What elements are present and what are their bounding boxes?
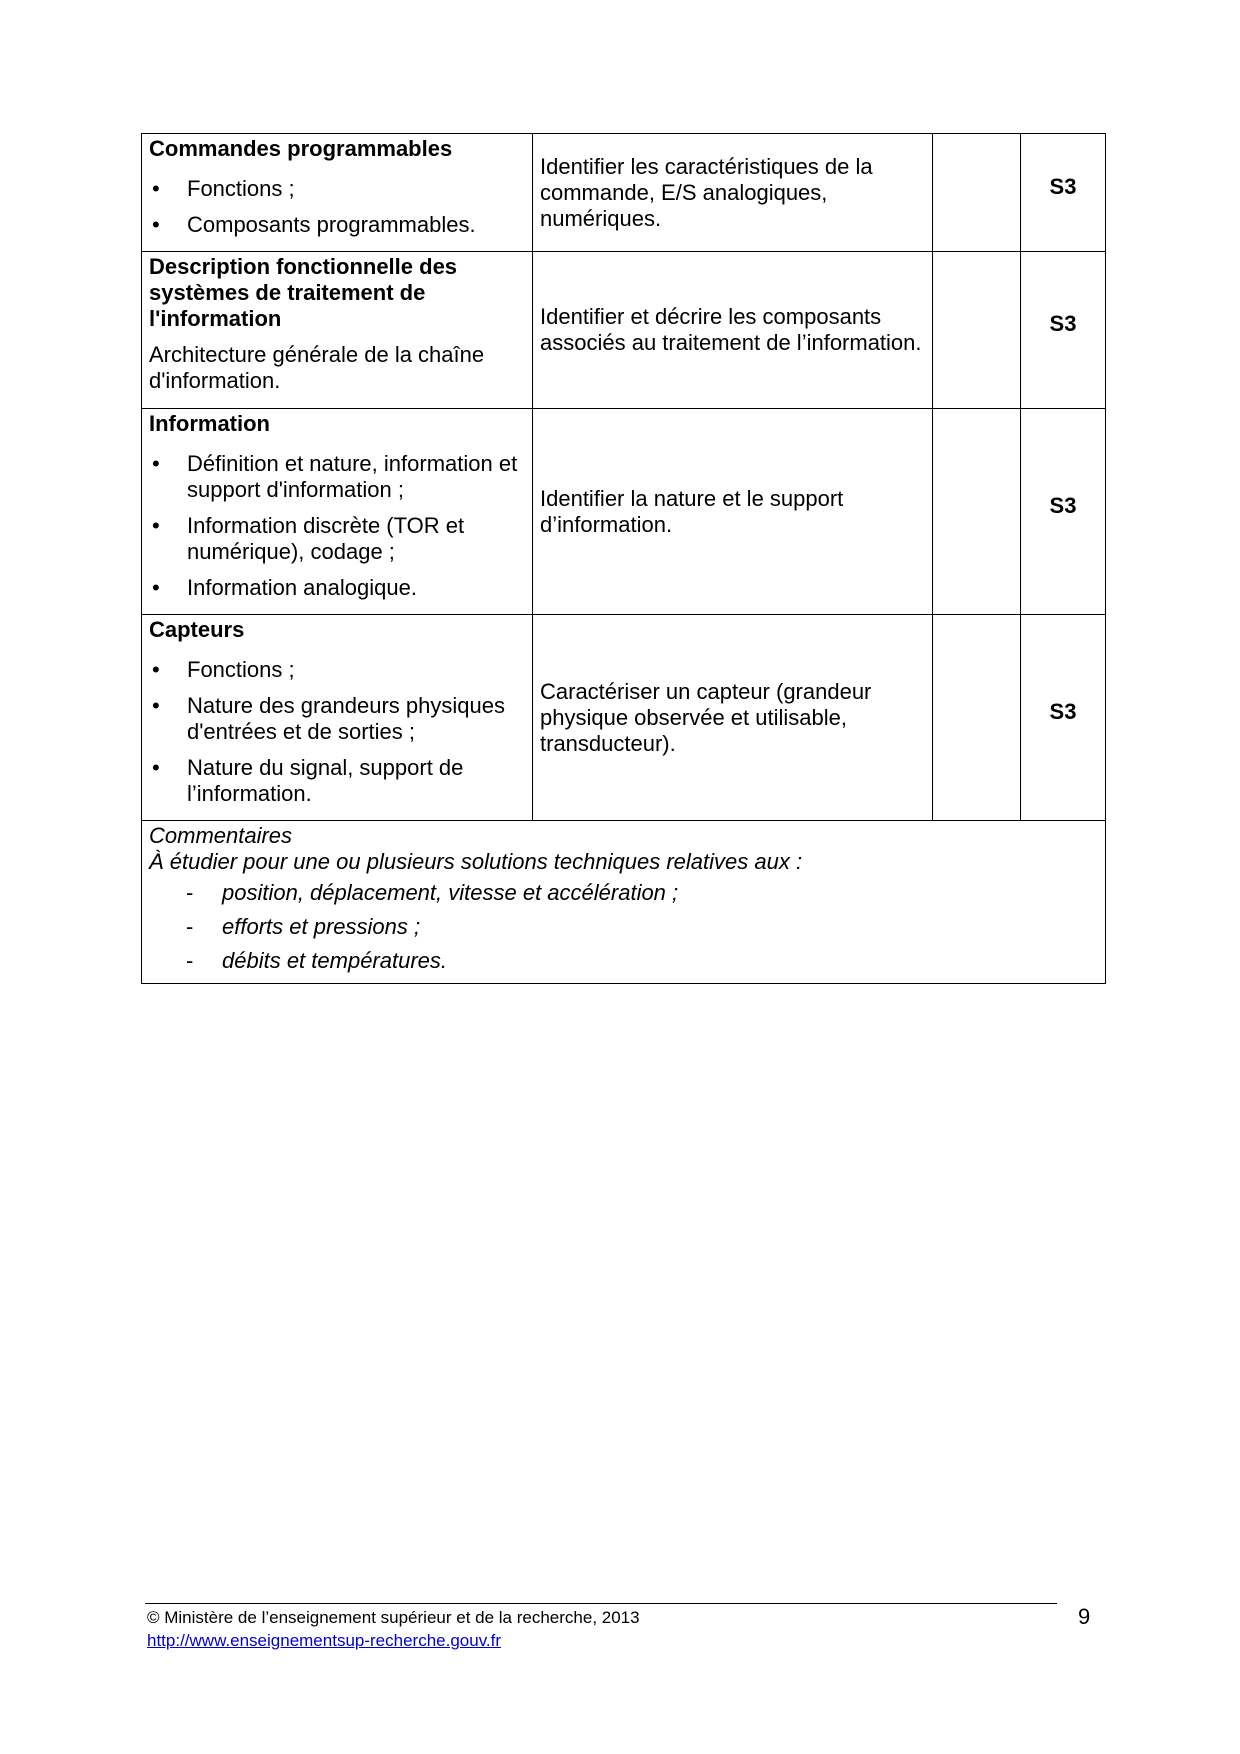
list-item: • Nature du signal, support de l’information. — [149, 755, 525, 807]
level-cell — [1021, 252, 1106, 409]
list-item: • Information analogique. — [149, 575, 525, 601]
section-title: Capteurs — [149, 617, 245, 642]
objective-cell: Identifier la nature et le support d’information. — [533, 409, 933, 615]
level-cell — [1021, 134, 1106, 252]
list-item: • Composants programmables. — [149, 212, 525, 238]
level-label: S3 — [1049, 173, 1077, 199]
objective-cell: Caractériser un capteur (grandeur physique observée et utilisable, transducteur). — [533, 615, 933, 821]
list-item: • Information discrète (TOR et numérique), codage ; — [149, 513, 525, 565]
level-label: S3 — [1049, 492, 1077, 518]
comments-heading: Commentaires — [149, 823, 293, 848]
list-item: - débits et températures. — [149, 948, 1098, 974]
knowledge-cell — [142, 134, 533, 252]
comments-intro: À étudier pour une ou plusieurs solutions techniques relatives aux : — [149, 849, 803, 874]
objective-cell: Identifier les caractéristiques de la commande, E/S analogiques, numériques. — [533, 134, 933, 252]
section-text: Architecture générale de la chaîne d'information. — [149, 342, 485, 393]
bullet-list — [149, 657, 525, 807]
section-title: Commandes programmables — [149, 136, 453, 161]
empty-cell — [933, 252, 1021, 409]
list-item: • Fonctions ; — [149, 176, 525, 202]
objective-cell: Identifier et décrire les composants associés au traitement de l’information. — [533, 252, 933, 409]
level-label: S3 — [1049, 311, 1077, 336]
comments-cell — [142, 821, 1106, 984]
table-row — [142, 134, 1106, 252]
comments-row — [142, 821, 1106, 984]
level-cell — [1021, 409, 1106, 615]
level-label: S3 — [1049, 698, 1077, 724]
table-row — [142, 409, 1106, 615]
list-item: • Définition et nature, information et support d'information ; — [149, 451, 525, 503]
empty-cell — [933, 409, 1021, 615]
footer-copyright: © Ministère de l’enseignement supérieur et de la recherche, 2013 — [147, 1608, 640, 1627]
section-title: Information — [149, 411, 270, 436]
bullet-list — [149, 451, 525, 601]
list-item: - position, déplacement, vitesse et accélération ; — [149, 880, 1098, 906]
list-item: • Nature des grandeurs physiques d'entrées et de sorties ; — [149, 693, 525, 745]
list-item: • Fonctions ; — [149, 657, 525, 683]
knowledge-cell — [142, 409, 533, 615]
comments-list — [149, 880, 1098, 974]
table-row — [142, 615, 1106, 821]
footer-divider — [145, 1603, 1057, 1604]
section-title: Description fonctionnelle des systèmes de traitement de l'information — [149, 254, 458, 331]
page-number: 9 — [1078, 1604, 1091, 1629]
footer-link[interactable]: http://www.enseignementsup-recherche.gouv.fr — [147, 1631, 502, 1650]
empty-cell — [933, 134, 1021, 252]
knowledge-cell — [142, 252, 533, 409]
list-item: - efforts et pressions ; — [149, 914, 1098, 940]
bullet-list — [149, 176, 525, 238]
empty-cell — [933, 615, 1021, 821]
level-cell — [1021, 615, 1106, 821]
table-row — [142, 252, 1106, 409]
knowledge-cell — [142, 615, 533, 821]
competency-table — [141, 133, 1106, 984]
